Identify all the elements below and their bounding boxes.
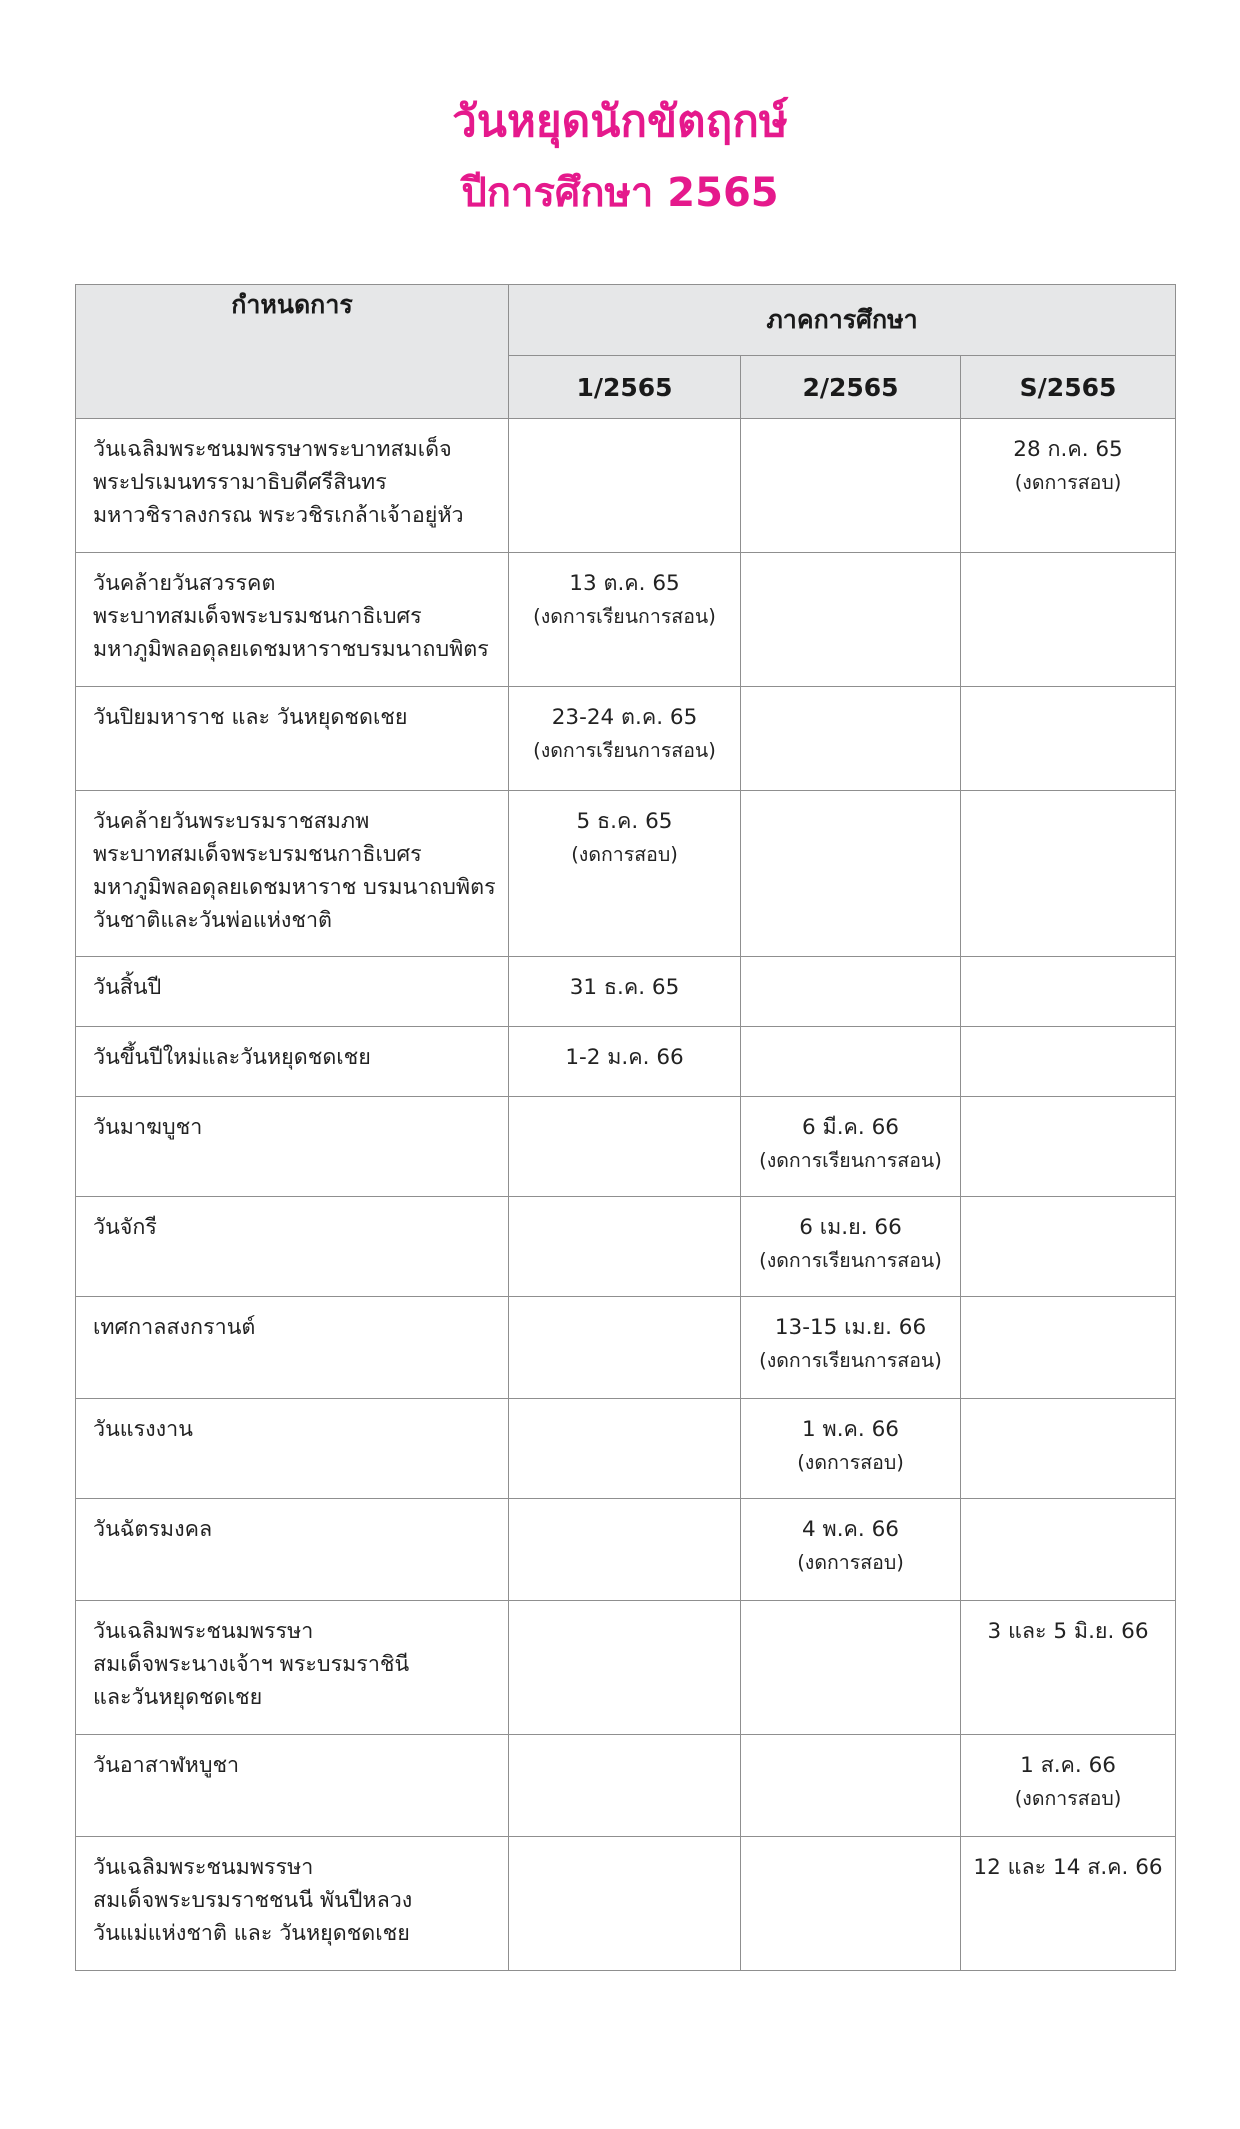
- event-cell: [76, 1837, 509, 1971]
- table-row: [76, 1297, 1176, 1399]
- event-cell: [76, 1097, 509, 1197]
- term-cell: [741, 1601, 961, 1735]
- event-line: วันเฉลิมพระชนมพรรษา: [93, 1855, 314, 1880]
- term-cell: [961, 1601, 1176, 1735]
- holiday-date: 12 และ 14 ส.ค. 66: [973, 1855, 1163, 1880]
- event-line: วันมาฆบูชา: [93, 1115, 203, 1140]
- holiday-date: 6 มี.ค. 66: [802, 1115, 899, 1140]
- holiday-date: 13 ต.ค. 65: [569, 571, 680, 596]
- holiday-date: 31 ธ.ค. 65: [569, 975, 680, 1000]
- term-cell: [509, 1297, 741, 1399]
- holiday-note: (งดการเรียนการสอน): [533, 605, 716, 628]
- event-line: วันสิ้นปี: [93, 975, 162, 1000]
- event-line: วันเฉลิมพระชนมพรรษา: [93, 1619, 314, 1644]
- term-cell: [509, 687, 741, 791]
- event-line: และวันหยุดชดเชย: [93, 1685, 263, 1710]
- holiday-note: (งดการสอบ): [797, 1551, 904, 1574]
- table-row: [76, 1499, 1176, 1601]
- table-row: [76, 1197, 1176, 1297]
- term-cell: [509, 1027, 741, 1097]
- event-cell: [76, 1499, 509, 1601]
- term-cell: [961, 1399, 1176, 1499]
- table-row: [76, 1837, 1176, 1971]
- event-cell: [76, 1297, 509, 1399]
- term-cell: [741, 1837, 961, 1971]
- event-cell: [76, 1027, 509, 1097]
- term-cell: [509, 957, 741, 1027]
- holiday-note: (งดการสอบ): [1014, 471, 1122, 494]
- term-cell: [509, 1399, 741, 1499]
- holiday-date: 4 พ.ค. 66: [802, 1517, 899, 1542]
- event-line: วันปิยมหาราช และ วันหยุดชดเชย: [93, 705, 408, 730]
- term-cell: [741, 1197, 961, 1297]
- holiday-note: (งดการสอบ): [1014, 1787, 1122, 1810]
- event-line: มหาวชิราลงกรณ พระวชิรเกล้าเจ้าอยู่หัว: [93, 503, 464, 528]
- term-cell: [741, 1297, 961, 1399]
- term-cell: [961, 1097, 1176, 1197]
- table-row: [76, 419, 1176, 553]
- holiday-note: (งดการเรียนการสอน): [759, 1249, 942, 1272]
- holiday-note: (งดการเรียนการสอน): [759, 1149, 942, 1172]
- event-line: วันคล้ายวันพระบรมราชสมภพ: [93, 809, 370, 834]
- term-cell: [741, 687, 961, 791]
- term-cell: [509, 791, 741, 957]
- term-cell: [741, 957, 961, 1027]
- holiday-date: 1 พ.ค. 66: [802, 1417, 899, 1442]
- event-line: วันคล้ายวันสวรรคต: [93, 571, 276, 596]
- holiday-table: [75, 284, 1176, 1971]
- holiday-date: 3 และ 5 มิ.ย. 66: [987, 1619, 1149, 1644]
- holiday-date: 5 ธ.ค. 65: [576, 809, 673, 834]
- event-line: วันจักรี: [93, 1215, 157, 1240]
- event-line: วันชาติและวันพ่อแห่งชาติ: [93, 908, 332, 933]
- term-cell: [961, 419, 1176, 553]
- term-cell: [741, 1499, 961, 1601]
- table-row: [76, 1735, 1176, 1837]
- event-line: สมเด็จพระบรมราชชนนี พันปีหลวง: [93, 1888, 413, 1913]
- term-cell: [961, 1499, 1176, 1601]
- event-cell: [76, 687, 509, 791]
- table-row: [76, 957, 1176, 1027]
- holiday-note: (งดการเรียนการสอน): [759, 1349, 942, 1372]
- term-cell: [961, 1735, 1176, 1837]
- table-header: [76, 285, 1176, 419]
- event-cell: [76, 957, 509, 1027]
- term-cell: [741, 1027, 961, 1097]
- header-event: กำหนดการ: [76, 285, 509, 419]
- event-cell: [76, 1601, 509, 1735]
- event-line: วันอาสาฬหบูชา: [93, 1753, 240, 1778]
- holiday-date: 1 ส.ค. 66: [1020, 1753, 1116, 1778]
- term-cell: [509, 1601, 741, 1735]
- term-cell: [741, 1097, 961, 1197]
- term-cell: [741, 791, 961, 957]
- event-cell: [76, 791, 509, 957]
- holiday-date: 6 เม.ย. 66: [799, 1215, 902, 1240]
- event-cell: [76, 553, 509, 687]
- event-line: มหาภูมิพลอดุลยเดชมหาราช บรมนาถบพิตร: [93, 875, 496, 900]
- event-line: เทศกาลสงกรานต์: [93, 1315, 256, 1340]
- holiday-date: 1-2 ม.ค. 66: [565, 1045, 684, 1070]
- term-cell: [509, 1837, 741, 1971]
- page-subtitle: ปีการศึกษา 2565: [461, 170, 779, 216]
- event-cell: [76, 1399, 509, 1499]
- event-line: วันแรงงาน: [93, 1417, 193, 1442]
- table-row: [76, 1601, 1176, 1735]
- term-cell: [741, 553, 961, 687]
- header-term-2: 2/2565: [741, 356, 961, 419]
- event-line: พระปรเมนทรรามาธิบดีศรีสินทร: [93, 470, 387, 495]
- table-row: [76, 687, 1176, 791]
- header-term: ภาคการศึกษา: [509, 285, 1176, 356]
- holiday-date: 28 ก.ค. 65: [1013, 437, 1123, 462]
- term-cell: [961, 1197, 1176, 1297]
- event-line: วันเฉลิมพระชนมพรรษาพระบาทสมเด็จ: [93, 437, 452, 462]
- table-body: [76, 419, 1176, 1971]
- event-line: มหาภูมิพลอดุลยเดชมหาราชบรมนาถบพิตร: [93, 637, 489, 662]
- term-cell: [509, 1197, 741, 1297]
- term-cell: [961, 553, 1176, 687]
- term-cell: [509, 1499, 741, 1601]
- holiday-date: 13-15 เม.ย. 66: [774, 1315, 927, 1340]
- term-cell: [961, 1837, 1176, 1971]
- term-cell: [509, 553, 741, 687]
- term-cell: [509, 1735, 741, 1837]
- term-cell: [961, 687, 1176, 791]
- table-row: [76, 1097, 1176, 1197]
- term-cell: [741, 1399, 961, 1499]
- term-cell: [741, 419, 961, 553]
- holiday-note: (งดการสอบ): [571, 843, 678, 866]
- table-row: [76, 1027, 1176, 1097]
- event-line: พระบาทสมเด็จพระบรมชนกาธิเบศร: [93, 842, 422, 867]
- event-line: วันแม่แห่งชาติ และ วันหยุดชดเชย: [93, 1921, 410, 1946]
- term-cell: [961, 791, 1176, 957]
- term-cell: [961, 1027, 1176, 1097]
- table-row: [76, 791, 1176, 957]
- page-title: วันหยุดนักขัตฤกษ์: [452, 96, 788, 147]
- event-cell: [76, 419, 509, 553]
- holiday-note: (งดการเรียนการสอน): [533, 739, 716, 762]
- event-cell: [76, 1735, 509, 1837]
- event-cell: [76, 1197, 509, 1297]
- term-cell: [509, 419, 741, 553]
- holiday-note: (งดการสอบ): [797, 1451, 904, 1474]
- header-term-1: 1/2565: [509, 356, 741, 419]
- table-row: [76, 1399, 1176, 1499]
- table-row: [76, 553, 1176, 687]
- header-term-s: S/2565: [961, 356, 1176, 419]
- term-cell: [961, 957, 1176, 1027]
- term-cell: [509, 1097, 741, 1197]
- holiday-date: 23-24 ต.ค. 65: [551, 705, 698, 730]
- term-cell: [961, 1297, 1176, 1399]
- event-line: สมเด็จพระนางเจ้าฯ พระบรมราชินี: [93, 1652, 410, 1677]
- event-line: วันขึ้นปีใหม่และวันหยุดชดเชย: [93, 1045, 371, 1070]
- event-line: พระบาทสมเด็จพระบรมชนกาธิเบศร: [93, 604, 422, 629]
- term-cell: [741, 1735, 961, 1837]
- event-line: วันฉัตรมงคล: [93, 1517, 213, 1542]
